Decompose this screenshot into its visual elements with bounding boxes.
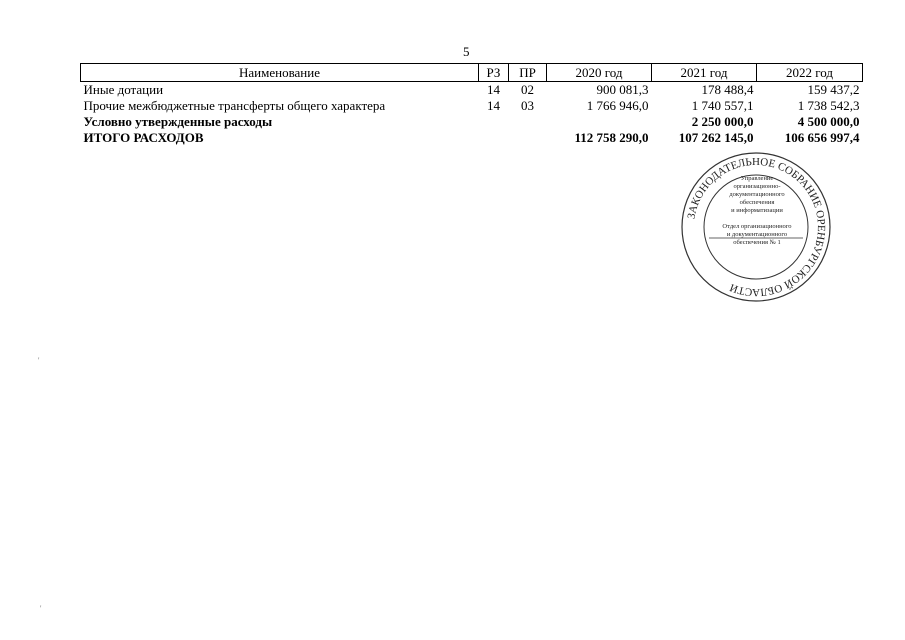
row-2020: 900 081,3: [596, 82, 649, 97]
stamp-ring-text: ЗАКОНОДАТЕЛЬНОЕ СОБРАНИЕ ОРЕНБУРГСКОЙ ОБЛАСТИ: [685, 155, 828, 299]
header-2021: 2021 год: [652, 64, 757, 82]
row-2021: 107 262 145,0: [678, 130, 754, 145]
total-row: [81, 130, 863, 146]
scan-mark: ': [38, 356, 40, 365]
budget-table: [80, 63, 863, 146]
stamp-line: обеспечения № 1: [733, 239, 781, 246]
row-pr: 03: [521, 98, 534, 113]
row-2022: 159 437,2: [807, 82, 860, 97]
header-rz: РЗ: [479, 64, 509, 82]
row-rz: [479, 114, 509, 130]
stamp-line: документационного: [729, 191, 785, 198]
row-2020: 1 766 946,0: [586, 98, 649, 113]
row-name: ИТОГО РАСХОДОВ: [83, 130, 204, 145]
row-2020: [547, 114, 652, 130]
header-2022: 2022 год: [757, 64, 863, 82]
row-pr: [509, 130, 547, 146]
row-2022: 106 656 997,4: [784, 130, 860, 145]
row-2021: 1 740 557,1: [691, 98, 754, 113]
row-name: Прочие межбюджетные трансферты общего характера: [83, 98, 386, 113]
row-2020: 112 758 290,0: [574, 130, 649, 145]
table-row: [81, 98, 863, 114]
stamp-inner-text: [707, 175, 807, 247]
header-name: Наименование: [81, 64, 479, 82]
stamp-line: Управление: [740, 175, 774, 182]
table-header-row: [81, 64, 863, 82]
row-rz: 14: [487, 82, 500, 97]
row-2021: 178 488,4: [701, 82, 754, 97]
scan-mark: ': [40, 604, 42, 613]
table-row: [81, 82, 863, 99]
official-stamp: [679, 150, 833, 304]
stamp-line: обеспечения: [739, 199, 775, 206]
row-2022: 1 738 542,3: [797, 98, 860, 113]
row-name: Иные дотации: [83, 82, 164, 97]
stamp-line: и информатизации: [731, 207, 783, 214]
stamp-line: Отдел организационного: [722, 223, 792, 230]
row-2022: 4 500 000,0: [797, 114, 860, 129]
stamp-line: организационно-: [733, 183, 781, 190]
row-name: Условно утвержденные расходы: [83, 114, 273, 129]
stamp-line: и документационного: [726, 231, 788, 238]
row-rz: [479, 130, 509, 146]
table-row: [81, 114, 863, 130]
header-pr: ПР: [509, 64, 547, 82]
row-pr: 02: [521, 82, 534, 97]
row-rz: 14: [487, 98, 500, 113]
page-number: 5: [463, 44, 470, 59]
row-2021: 2 250 000,0: [691, 114, 754, 129]
row-pr: [509, 114, 547, 130]
header-2020: 2020 год: [547, 64, 652, 82]
